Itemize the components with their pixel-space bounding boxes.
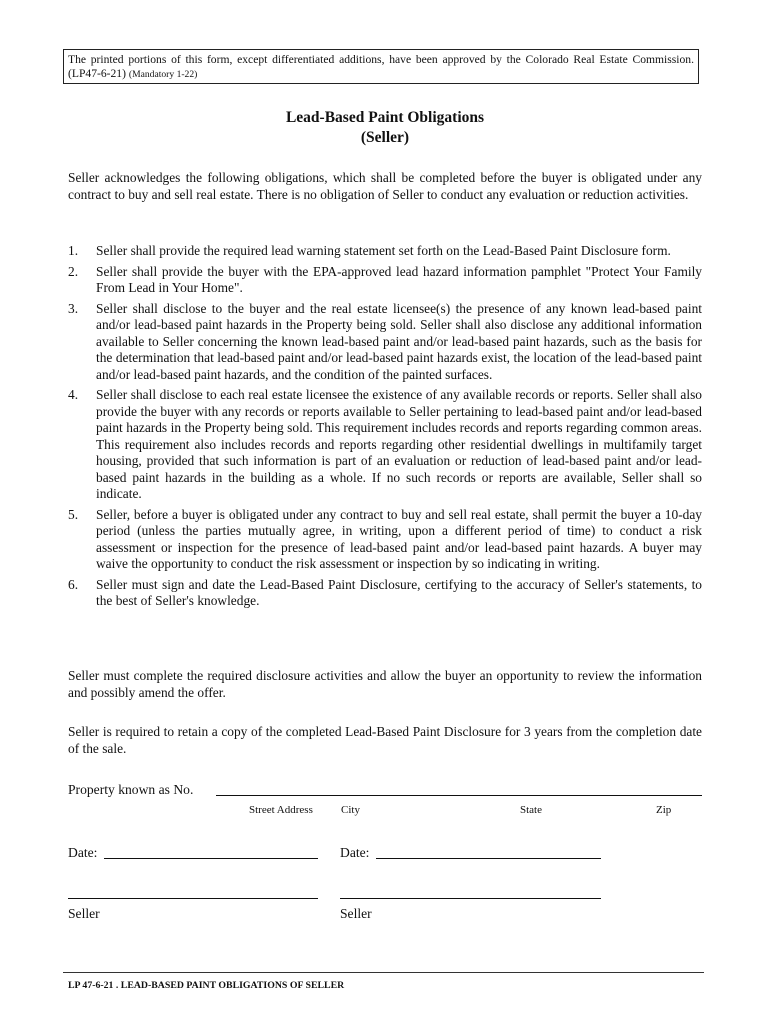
list-item-text: Seller shall provide the buyer with the EPA-approved lead hazard information pamphlet "Protect Your Family From Lead in Your Home". bbox=[96, 263, 702, 295]
list-item-number: 3. bbox=[68, 300, 79, 316]
list-item bbox=[68, 264, 702, 297]
list-item bbox=[68, 507, 702, 573]
intro-paragraph: Seller acknowledges the following obligations, which shall be completed before the buyer is obligated under any contract to buy and sell real estate. There is no obligation of Seller to conduct any evaluation or reduction activities. bbox=[68, 170, 702, 202]
seller-signature-field-right[interactable] bbox=[340, 898, 601, 899]
page-title: Lead-Based Paint Obligations bbox=[285, 109, 485, 126]
seller-label-right: Seller bbox=[340, 906, 372, 921]
list-item-text: Seller shall disclose to the buyer and the real estate licensee(s) the presence of any known lead-based paint and/or lead-based paint hazards in the Property being sold. Seller shall also disclose any additional information available to Seller concerning the known lead-based paint and/or lead-based paint hazards, such as the basis for the determination that lead-based paint and/or lead-based paint hazards exist, the location of the lead-based paint and/or lead-based paint hazards, and the condition of the painted surfaces. bbox=[96, 300, 702, 382]
form-footer: LP 47-6-21 . LEAD-BASED PAINT OBLIGATIONS OF SELLER bbox=[68, 980, 345, 991]
retain-paragraph: Seller is required to retain a copy of the completed Lead-Based Paint Disclosure for 3 years from the completion date of the sale. bbox=[68, 724, 702, 756]
street-address-caption: Street Address bbox=[249, 804, 313, 816]
seller-signature-field-left[interactable] bbox=[68, 898, 318, 899]
list-item-number: 4. bbox=[68, 387, 79, 402]
list-item-number: 5. bbox=[68, 506, 79, 522]
city-caption: City bbox=[341, 804, 360, 816]
approval-notice bbox=[63, 49, 699, 84]
list-item-number: 1. bbox=[68, 243, 79, 258]
list-item-number: 6. bbox=[68, 576, 79, 592]
date-label-right: Date: bbox=[340, 845, 370, 860]
mandatory-note: (Mandatory 1-22) bbox=[128, 69, 198, 80]
footer-divider bbox=[63, 972, 704, 973]
date-field-left[interactable] bbox=[104, 858, 318, 859]
list-item bbox=[68, 387, 702, 503]
list-item bbox=[68, 243, 702, 260]
list-item-text: Seller shall disclose to each real estate licensee the existence of any available records or reports. Seller shall also provide the buyer with any records or reports available to Seller pertaining to lead-based paint and/or lead-based paint hazards in the Property being sold. This requirement includes records and reports regarding common areas. This requirement also includes records and reports regarding other residential dwellings in multifamily target housing, provided that such information is part of an evaluation or reduction of lead-based paint and/or lead-based paint hazards in the building as a whole. If no such records or reports are available, Seller shall so indicate. bbox=[96, 387, 702, 501]
property-address-field[interactable] bbox=[216, 795, 702, 796]
disclosure-paragraph: Seller must complete the required disclosure activities and allow the buyer an opportunity to review the information and possibly amend the offer. bbox=[68, 668, 702, 700]
date-field-right[interactable] bbox=[376, 858, 601, 859]
seller-label-left: Seller bbox=[68, 906, 100, 921]
list-item-text: Seller, before a buyer is obligated under any contract to buy and sell real estate, shall permit the buyer a 10-day period (unless the parties mutually agree, in writing, upon a different period of time) to conduct a risk assessment or inspection for the presence of lead-based paint and/or lead-based paint hazards. A buyer may waive the opportunity to conduct the risk assessment or inspection by so indicating in writing. bbox=[96, 506, 702, 571]
page-subtitle: (Seller) bbox=[360, 129, 410, 146]
obligations-list bbox=[68, 243, 702, 614]
list-item bbox=[68, 577, 702, 610]
date-label-left: Date: bbox=[68, 845, 98, 860]
list-item bbox=[68, 301, 702, 384]
state-caption: State bbox=[520, 804, 542, 816]
list-item-number: 2. bbox=[68, 263, 79, 279]
list-item-text: Seller shall provide the required lead warning statement set forth on the Lead-Based Paint Disclosure form. bbox=[96, 243, 671, 258]
list-item-text: Seller must sign and date the Lead-Based Paint Disclosure, certifying to the accuracy of Seller's statements, to the best of Seller's knowledge. bbox=[96, 576, 702, 608]
zip-caption: Zip bbox=[656, 804, 672, 816]
approval-notice-text: The printed portions of this form, except differentiated additions, have been approved by the Colorado Real Estate Commission. (LP47-6-21) bbox=[68, 53, 694, 80]
property-label: Property known as No. bbox=[68, 782, 194, 797]
